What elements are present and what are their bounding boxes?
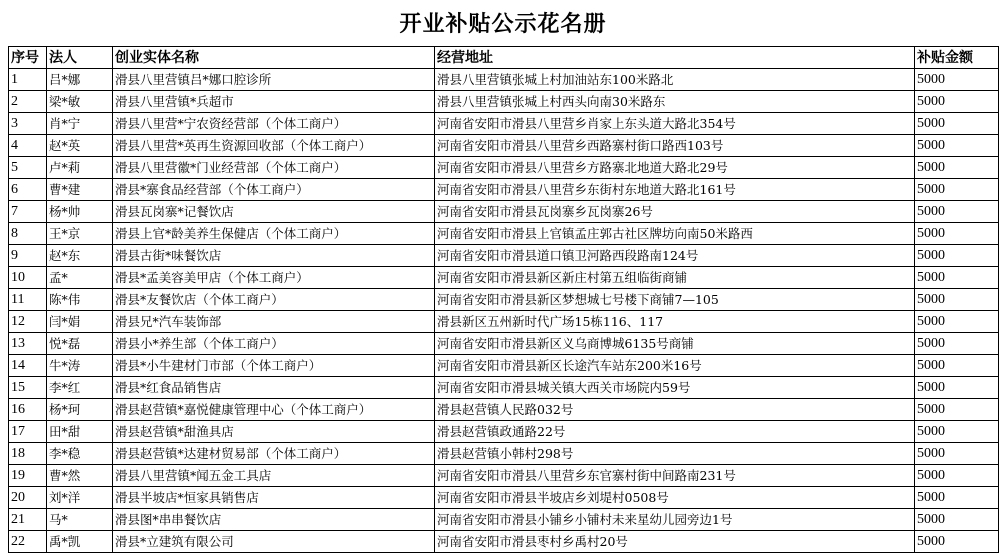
cell-subsidy-amount: 5000 [915,355,999,377]
cell-entity-name: 滑县赵营镇*达建材贸易部（个体工商户） [113,443,435,465]
cell-subsidy-amount: 5000 [915,531,999,553]
cell-index: 13 [9,333,47,355]
cell-entity-name: 滑县兄*汽车装饰部 [113,311,435,333]
table-row [9,355,999,377]
cell-entity-name: 滑县*小牛建材门市部（个体工商户） [113,355,435,377]
cell-subsidy-amount: 5000 [915,69,999,91]
cell-entity-name: 滑县古街*味餐饮店 [113,245,435,267]
cell-entity-name: 滑县八里营镇*闻五金工具店 [113,465,435,487]
cell-subsidy-amount: 5000 [915,201,999,223]
cell-address: 滑县八里营镇张堿上村西头向南30米路东 [435,91,915,113]
cell-subsidy-amount: 5000 [915,443,999,465]
cell-index: 3 [9,113,47,135]
cell-legal-person: 王*京 [47,223,113,245]
cell-address: 滑县赵营镇小韩村298号 [435,443,915,465]
cell-legal-person: 悦*磊 [47,333,113,355]
cell-legal-person: 马* [47,509,113,531]
cell-entity-name: 滑县半坡店*恒家具销售店 [113,487,435,509]
cell-legal-person: 梁*敏 [47,91,113,113]
cell-legal-person: 曹*建 [47,179,113,201]
cell-address: 滑县八里营镇张堿上村加油站东100米路北 [435,69,915,91]
table-row [9,487,999,509]
cell-index: 4 [9,135,47,157]
cell-legal-person: 孟* [47,267,113,289]
header-legal-person: 法人 [47,47,113,69]
cell-entity-name: 滑县*红食品销售店 [113,377,435,399]
table-row [9,399,999,421]
cell-index: 2 [9,91,47,113]
cell-legal-person: 曹*然 [47,465,113,487]
cell-legal-person: 赵*东 [47,245,113,267]
cell-entity-name: 滑县瓦岗寨*记餐饮店 [113,201,435,223]
cell-entity-name: 滑县八里营镇吕*娜口腔诊所 [113,69,435,91]
header-subsidy-amount: 补贴金额 [915,47,999,69]
cell-index: 6 [9,179,47,201]
cell-legal-person: 吕*娜 [47,69,113,91]
cell-address: 河南省安阳市滑县八里营乡西路寨村街口路西103号 [435,135,915,157]
cell-subsidy-amount: 5000 [915,333,999,355]
cell-legal-person: 李*稳 [47,443,113,465]
cell-subsidy-amount: 5000 [915,421,999,443]
table-row [9,223,999,245]
table-row [9,311,999,333]
cell-address: 河南省安阳市滑县上官镇孟庄郭古社区牌坊向南50米路西 [435,223,915,245]
cell-address: 河南省安阳市滑县新区长途汽车站东200米16号 [435,355,915,377]
table-row [9,289,999,311]
table-header-row [9,47,999,69]
cell-index: 18 [9,443,47,465]
cell-subsidy-amount: 5000 [915,509,999,531]
cell-subsidy-amount: 5000 [915,245,999,267]
cell-address: 河南省安阳市滑县城关镇大西关市场院内59号 [435,377,915,399]
cell-subsidy-amount: 5000 [915,399,999,421]
cell-address: 滑县新区五州新时代广场15栋116、117 [435,311,915,333]
cell-legal-person: 肖*宁 [47,113,113,135]
table-row [9,509,999,531]
page-title: 开业补贴公示花名册 [399,12,607,37]
table-row [9,465,999,487]
cell-index: 5 [9,157,47,179]
cell-subsidy-amount: 5000 [915,179,999,201]
cell-address: 滑县赵营镇人民路032号 [435,399,915,421]
table-row [9,201,999,223]
table-row [9,245,999,267]
cell-address: 河南省安阳市滑县小铺乡小铺村未来星幼儿园旁边1号 [435,509,915,531]
table-row [9,333,999,355]
table-row [9,157,999,179]
cell-index: 19 [9,465,47,487]
cell-index: 20 [9,487,47,509]
table-row [9,531,999,553]
cell-address: 河南省安阳市滑县新区梦想城七号楼下商铺7—105 [435,289,915,311]
cell-subsidy-amount: 5000 [915,487,999,509]
cell-entity-name: 滑县八里营*英再生资源回收部（个体工商户） [113,135,435,157]
cell-entity-name: 滑县*孟美容美甲店（个体工商户） [113,267,435,289]
table-row [9,113,999,135]
cell-legal-person: 卢*莉 [47,157,113,179]
cell-subsidy-amount: 5000 [915,311,999,333]
roster-table [8,46,999,553]
cell-entity-name: 滑县八里营镇*兵超市 [113,91,435,113]
cell-entity-name: 滑县上官*龄美养生保健店（个体工商户） [113,223,435,245]
cell-legal-person: 李*红 [47,377,113,399]
cell-address: 河南省安阳市滑县八里营乡东官寨村街中间路南231号 [435,465,915,487]
cell-legal-person: 杨*珂 [47,399,113,421]
cell-index: 1 [9,69,47,91]
cell-subsidy-amount: 5000 [915,267,999,289]
table-row [9,443,999,465]
cell-index: 14 [9,355,47,377]
header-index: 序号 [9,47,47,69]
header-entity-name: 创业实体名称 [113,47,435,69]
cell-address: 河南省安阳市滑县新区新庄村第五组临街商铺 [435,267,915,289]
cell-index: 10 [9,267,47,289]
cell-address: 滑县赵营镇政通路22号 [435,421,915,443]
cell-entity-name: 滑县赵营镇*嘉悦健康管理中心（个体工商户） [113,399,435,421]
cell-entity-name: 滑县图*串串餐饮店 [113,509,435,531]
cell-entity-name: 滑县*寨食品经营部（个体工商户） [113,179,435,201]
cell-subsidy-amount: 5000 [915,113,999,135]
cell-address: 河南省安阳市滑县新区义乌商博城6135号商铺 [435,333,915,355]
cell-index: 8 [9,223,47,245]
cell-address: 河南省安阳市滑县八里营乡东街村东地道大路北161号 [435,179,915,201]
cell-entity-name: 滑县八里营*宁农资经营部（个体工商户） [113,113,435,135]
cell-address: 河南省安阳市滑县八里营乡肖家上东头道大路北354号 [435,113,915,135]
cell-legal-person: 赵*英 [47,135,113,157]
cell-legal-person: 牛*涛 [47,355,113,377]
cell-address: 河南省安阳市滑县八里营乡方路寨北地道大路北29号 [435,157,915,179]
cell-subsidy-amount: 5000 [915,223,999,245]
cell-entity-name: 滑县*立建筑有限公司 [113,531,435,553]
cell-subsidy-amount: 5000 [915,135,999,157]
header-address: 经营地址 [435,47,915,69]
table-row [9,135,999,157]
cell-index: 7 [9,201,47,223]
cell-entity-name: 滑县*友餐饮店（个体工商户） [113,289,435,311]
cell-index: 11 [9,289,47,311]
cell-index: 21 [9,509,47,531]
cell-address: 河南省安阳市滑县枣村乡禹村20号 [435,531,915,553]
cell-index: 12 [9,311,47,333]
cell-subsidy-amount: 5000 [915,157,999,179]
cell-subsidy-amount: 5000 [915,377,999,399]
cell-legal-person: 禹*凯 [47,531,113,553]
table-row [9,267,999,289]
cell-entity-name: 滑县赵营镇*甜渔具店 [113,421,435,443]
table-row [9,69,999,91]
cell-subsidy-amount: 5000 [915,91,999,113]
cell-index: 15 [9,377,47,399]
cell-index: 17 [9,421,47,443]
cell-subsidy-amount: 5000 [915,465,999,487]
cell-index: 16 [9,399,47,421]
cell-legal-person: 刘*洋 [47,487,113,509]
cell-legal-person: 陈*伟 [47,289,113,311]
cell-entity-name: 滑县八里营徽*门业经营部（个体工商户） [113,157,435,179]
cell-address: 河南省安阳市滑县道口镇卫河路西段路南124号 [435,245,915,267]
cell-legal-person: 杨*帅 [47,201,113,223]
table-row [9,421,999,443]
table-row [9,91,999,113]
cell-address: 河南省安阳市滑县瓦岗寨乡瓦岗寨26号 [435,201,915,223]
cell-index: 22 [9,531,47,553]
cell-legal-person: 闫*娟 [47,311,113,333]
cell-address: 河南省安阳市滑县半坡店乡刘堤村0508号 [435,487,915,509]
table-row [9,377,999,399]
cell-legal-person: 田*甜 [47,421,113,443]
cell-index: 9 [9,245,47,267]
cell-subsidy-amount: 5000 [915,289,999,311]
table-row [9,179,999,201]
cell-entity-name: 滑县小*养生部（个体工商户） [113,333,435,355]
